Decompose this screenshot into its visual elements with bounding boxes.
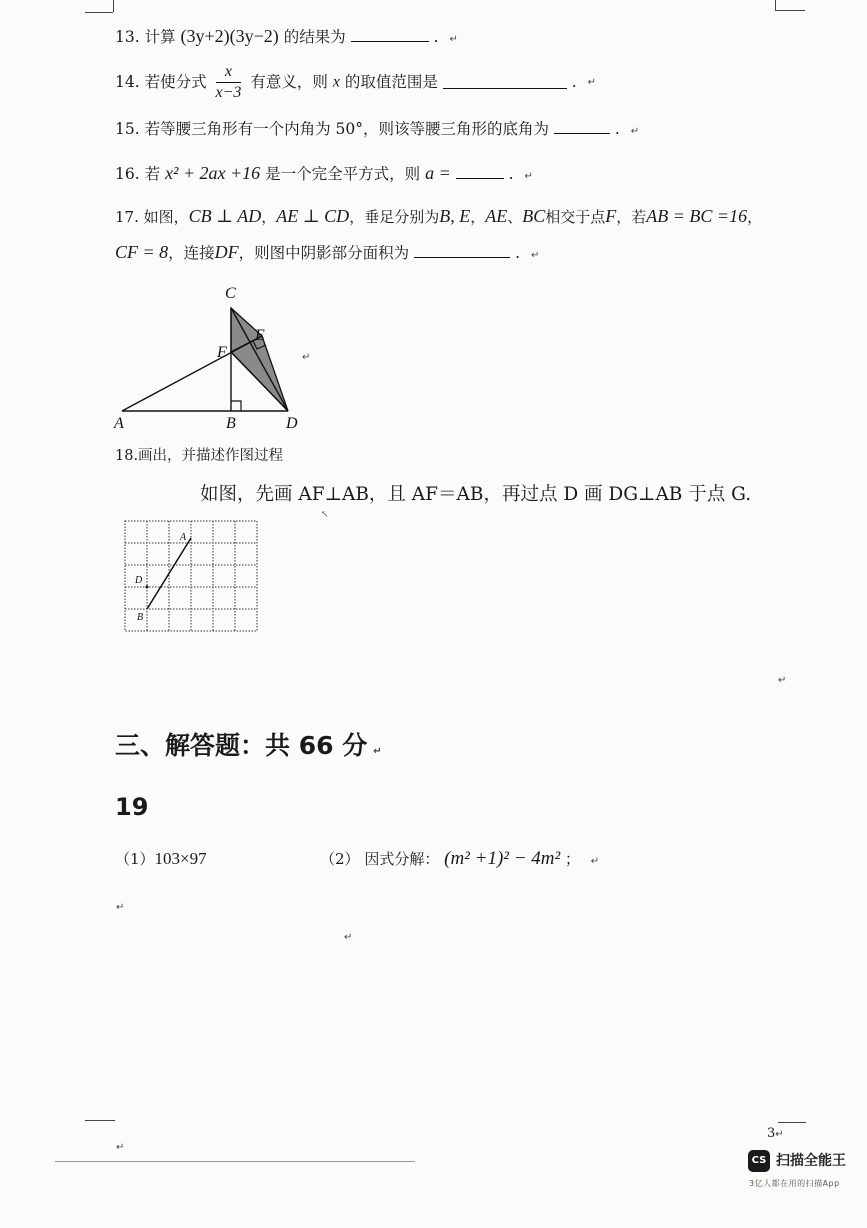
crop-mark-top-left-h: [85, 12, 113, 13]
label-e: E: [255, 327, 265, 344]
q14-fraction-numerator: x: [216, 64, 242, 83]
q14-mid: 有意义，则: [250, 72, 328, 91]
q17-math-be: B, E: [439, 206, 471, 226]
q14-suffix: 的取值范围是: [344, 72, 438, 91]
question-18-instruction: 如图，先画 AF⊥AB，且 AF＝AB，再过点 D 画 DG⊥AB 于点 G.: [200, 484, 752, 505]
q19-part2-tail: ；: [564, 850, 580, 868]
point-d: [146, 586, 149, 589]
return-mark: ↵: [116, 1142, 125, 1153]
return-mark: ↵: [116, 902, 125, 913]
q15-text: 15. 若等腰三角形有一个内角为 50°，则该等腰三角形的底角为: [115, 120, 549, 138]
label-f: F: [217, 344, 227, 361]
segment-ae: [122, 336, 262, 411]
cursor-mark: ↖: [321, 510, 329, 520]
q16-tail: .: [508, 165, 514, 183]
camscanner-tagline: 3亿人都在用的扫描App: [749, 1179, 840, 1188]
grid-label-d: D: [135, 575, 143, 586]
q13-prefix: 13. 计算: [115, 28, 176, 46]
q17-math-ab-bc: AB = BC =16: [646, 206, 748, 226]
q13-suffix: 的结果为: [283, 28, 346, 46]
label-a: A: [114, 415, 124, 432]
q17-answer-blank[interactable]: [414, 245, 510, 258]
question-19-parts: [115, 850, 207, 867]
question-14: [115, 64, 596, 101]
return-mark: ↵: [449, 34, 458, 45]
label-b: B: [226, 415, 236, 432]
camscanner-logo: CS: [748, 1150, 770, 1172]
q17-math-bc: BC: [522, 206, 546, 226]
question-13: [115, 27, 458, 46]
crop-mark-top-right-h: [775, 10, 805, 11]
camscanner-name: 扫描全能王: [776, 1153, 846, 1169]
q17-mid3: ，若: [616, 208, 647, 226]
q14-fraction: [216, 64, 242, 101]
grid-label-b: B: [137, 612, 144, 623]
grid-label-a: A: [180, 532, 187, 543]
page-bottom-rule: [55, 1161, 415, 1162]
q17-math-cb-ad: CB ⊥ AD: [188, 206, 262, 226]
q19-part2-label: （2）: [320, 850, 360, 868]
q14-prefix: 14. 若使分式: [115, 72, 207, 91]
return-mark: ↵: [630, 126, 640, 137]
q13-answer-blank[interactable]: [351, 29, 429, 42]
q17-sep4: ，: [747, 208, 763, 226]
question-17-line1: [115, 207, 762, 225]
q14-answer-blank[interactable]: [443, 76, 567, 89]
q17-line2-mid: ，连接: [168, 244, 215, 262]
q16-mid: 是一个完全平方式，则: [265, 165, 421, 183]
crop-mark-bottom-left: [85, 1120, 115, 1121]
figure-18-grid: [120, 516, 262, 636]
grid-lines: [125, 521, 257, 631]
return-mark: ↵: [590, 856, 600, 867]
return-mark: ↵: [302, 352, 311, 363]
question-18-title: 18.画出，并描述作图过程: [115, 448, 284, 464]
crop-mark-top-right: [775, 0, 776, 10]
q17-line2-suffix: ，则图中阴影部分面积为: [238, 244, 410, 262]
q17-math-ae-cd: AE ⊥ CD: [276, 206, 350, 226]
question-19-part2: [320, 848, 599, 870]
label-d: D: [286, 415, 298, 432]
q17-prefix: 17. 如图，: [115, 208, 189, 226]
q17-math-df: DF: [214, 242, 239, 262]
page-number: 3↵: [767, 1126, 784, 1141]
return-mark: ↵: [778, 675, 787, 686]
q13-expression: (3y+2)(3y−2): [180, 26, 279, 46]
crop-mark-bottom-right: [778, 1122, 806, 1123]
q17-math-f: F: [605, 206, 617, 226]
q17-math-ae: AE: [485, 206, 508, 226]
q15-answer-blank[interactable]: [554, 121, 610, 134]
section-3-title: 三、解答题：共 66 分 ↵: [115, 731, 382, 760]
return-mark: ↵: [344, 932, 353, 943]
q17-sep3: 、: [507, 208, 523, 226]
q19-part1-expression: 103×97: [154, 849, 207, 868]
q16-prefix: 16. 若: [115, 165, 161, 183]
q17-mid: ，垂足分别为: [349, 208, 440, 226]
return-mark: ↵: [587, 76, 597, 88]
q17-math-cf: CF = 8: [115, 242, 169, 262]
question-16: [115, 164, 533, 183]
label-c: C: [225, 285, 236, 302]
q16-answer-blank[interactable]: [456, 166, 504, 179]
q14-variable: x: [332, 73, 340, 91]
q13-tail: .: [433, 28, 439, 46]
q17-tail: .: [515, 244, 520, 262]
question-17-line2: [115, 243, 539, 262]
q19-part2-expression: (m² +1)² − 4m²: [444, 848, 561, 869]
q16-expression: x² + 2ax +16: [165, 163, 261, 183]
q14-tail: .: [571, 72, 577, 91]
return-mark: ↵: [530, 250, 540, 261]
q19-part1-label: （1）: [115, 850, 155, 868]
q19-part2-text: 因式分解：: [364, 850, 440, 868]
q14-fraction-denominator: x−3: [215, 84, 242, 101]
q15-tail: .: [614, 120, 620, 138]
figure-17-diagram: [100, 280, 320, 435]
question-19-number: 19: [115, 793, 149, 821]
q16-variable: a =: [425, 163, 451, 183]
question-15: [115, 121, 639, 138]
crop-mark-top-left: [113, 0, 114, 12]
q17-sep2: ，: [470, 208, 486, 226]
q17-mid2: 相交于点: [545, 208, 606, 226]
return-mark: ↵: [524, 171, 533, 182]
q17-sep1: ，: [261, 208, 277, 226]
right-angle-mark-b: [231, 401, 241, 411]
